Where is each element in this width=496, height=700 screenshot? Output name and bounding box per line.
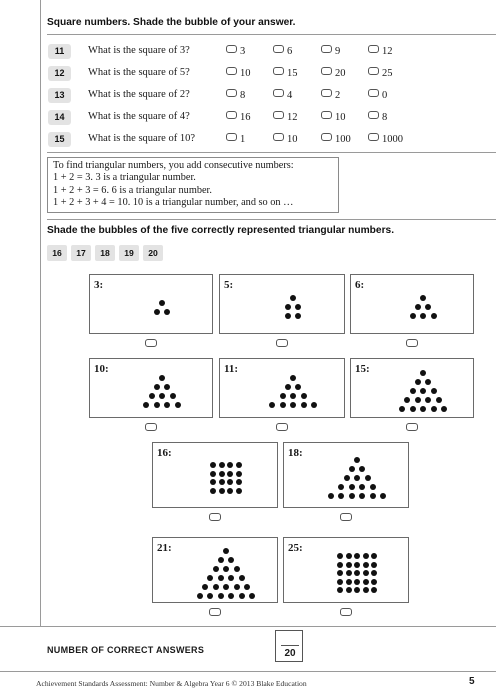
pattern-dot (280, 393, 286, 399)
pattern-dot (227, 462, 233, 468)
pattern-dot (236, 488, 242, 494)
pattern-dot (425, 379, 431, 385)
pattern-dot (210, 488, 216, 494)
pattern-dot (354, 570, 360, 576)
pattern-dot (425, 397, 431, 403)
pattern-dot (219, 462, 225, 468)
pattern-dot (363, 579, 369, 585)
pattern-dot (370, 493, 376, 499)
pattern-dot (349, 484, 355, 490)
answer-bubble[interactable] (368, 133, 379, 141)
pattern-dot (404, 397, 410, 403)
question-row (48, 88, 468, 106)
pattern-dot (346, 579, 352, 585)
pattern-dot (280, 402, 286, 408)
answer-bubble[interactable] (321, 111, 332, 119)
question-row (48, 44, 468, 62)
pattern-dot (154, 402, 160, 408)
pattern-dot (295, 313, 301, 319)
dot-pattern-card (283, 442, 409, 508)
answer-option[interactable]: 6 (273, 45, 292, 57)
pattern-dot (290, 393, 296, 399)
answer-bubble[interactable] (273, 67, 284, 75)
card-number-label: 3: (94, 279, 104, 291)
answer-bubble[interactable] (226, 111, 237, 119)
left-margin-rule (40, 0, 41, 626)
pattern-dot (219, 488, 225, 494)
pattern-dot (354, 587, 360, 593)
pattern-dot (346, 562, 352, 568)
pattern-dot (415, 379, 421, 385)
pattern-dot (234, 566, 240, 572)
pattern-dot (337, 553, 343, 559)
question-number: 14 (48, 110, 71, 125)
pattern-dot (365, 475, 371, 481)
answer-bubble[interactable] (321, 89, 332, 97)
pattern-dot (236, 471, 242, 477)
pattern-dot (223, 584, 229, 590)
question-number: 13 (48, 88, 71, 103)
dot-pattern-card (219, 358, 345, 418)
question-tab: 20 (143, 245, 163, 261)
answer-option[interactable]: 2 (321, 89, 340, 101)
card-number-label: 11: (224, 363, 239, 375)
pattern-dot (239, 593, 245, 599)
square-numbers-heading: Square numbers. Shade the bubble of your answer. (47, 17, 296, 28)
answer-option[interactable]: 0 (368, 89, 387, 101)
pattern-dot (441, 406, 447, 412)
pattern-dot (301, 393, 307, 399)
answer-option[interactable]: 10 (226, 67, 251, 79)
pattern-dot (371, 562, 377, 568)
pattern-dot (239, 575, 245, 581)
pattern-dot (363, 553, 369, 559)
pattern-dot (159, 393, 165, 399)
card-number-label: 5: (224, 279, 234, 291)
question-row (48, 66, 468, 84)
answer-option[interactable]: 15 (273, 67, 298, 79)
pattern-dot (227, 471, 233, 477)
answer-option[interactable]: 1000 (368, 133, 403, 145)
pattern-dot (338, 493, 344, 499)
dot-pattern-card (152, 442, 278, 508)
dot-pattern-card (219, 274, 345, 334)
pattern-dot (371, 579, 377, 585)
answer-option[interactable]: 1 (226, 133, 245, 145)
pattern-dot (228, 557, 234, 563)
pattern-dot (346, 587, 352, 593)
pattern-dot (219, 479, 225, 485)
pattern-dot (354, 579, 360, 585)
answer-bubble[interactable] (226, 67, 237, 75)
score-total: 20 (284, 648, 296, 659)
answer-bubble[interactable] (340, 513, 352, 521)
section-divider (47, 152, 496, 153)
pattern-dot (213, 566, 219, 572)
page-number: 5 (469, 676, 475, 687)
question-tab: 17 (71, 245, 91, 261)
answer-option[interactable]: 100 (321, 133, 351, 145)
credit-divider (0, 671, 496, 672)
pattern-dot (420, 388, 426, 394)
pattern-dot (354, 457, 360, 463)
answer-bubble[interactable] (340, 608, 352, 616)
answer-bubble[interactable] (276, 423, 288, 431)
answer-bubble[interactable] (368, 67, 379, 75)
answer-option[interactable]: 8 (368, 111, 387, 123)
pattern-dot (363, 562, 369, 568)
answer-bubble[interactable] (209, 513, 221, 521)
pattern-dot (170, 393, 176, 399)
pattern-dot (164, 309, 170, 315)
pattern-dot (338, 484, 344, 490)
triangular-info-box (47, 157, 339, 213)
pattern-dot (285, 304, 291, 310)
pattern-dot (236, 479, 242, 485)
pattern-dot (290, 295, 296, 301)
answer-bubble[interactable] (406, 339, 418, 347)
pattern-dot (210, 471, 216, 477)
answer-bubble[interactable] (226, 133, 237, 141)
pattern-dot (154, 309, 160, 315)
score-label: NUMBER OF CORRECT ANSWERS (47, 645, 205, 655)
answer-option[interactable]: 25 (368, 67, 393, 79)
dot-pattern-card (89, 274, 213, 334)
pattern-dot (354, 553, 360, 559)
answer-option[interactable]: 4 (273, 89, 292, 101)
answer-bubble[interactable] (321, 67, 332, 75)
answer-bubble[interactable] (368, 45, 379, 53)
pattern-dot (249, 593, 255, 599)
pattern-dot (295, 384, 301, 390)
pattern-dot (420, 295, 426, 301)
answer-bubble[interactable] (321, 133, 332, 141)
pattern-dot (269, 402, 275, 408)
answer-option[interactable]: 8 (226, 89, 245, 101)
dot-pattern-card (350, 274, 474, 334)
question-text: What is the square of 4? (88, 111, 190, 122)
answer-bubble[interactable] (276, 339, 288, 347)
pattern-dot (210, 479, 216, 485)
pattern-dot (227, 479, 233, 485)
pattern-dot (228, 575, 234, 581)
pattern-dot (207, 575, 213, 581)
pattern-dot (337, 562, 343, 568)
pattern-dot (371, 587, 377, 593)
pattern-dot (436, 397, 442, 403)
pattern-dot (223, 566, 229, 572)
pattern-dot (164, 384, 170, 390)
pattern-dot (285, 384, 291, 390)
pattern-dot (295, 304, 301, 310)
info-line: To find triangular numbers, you add consecutive numbers: (53, 160, 294, 171)
pattern-dot (210, 462, 216, 468)
pattern-dot (290, 402, 296, 408)
pattern-dot (346, 570, 352, 576)
answer-bubble[interactable] (273, 133, 284, 141)
answer-bubble[interactable] (368, 89, 379, 97)
pattern-dot (354, 562, 360, 568)
card-number-label: 16: (157, 447, 172, 459)
answer-option[interactable]: 9 (321, 45, 340, 57)
pattern-dot (399, 406, 405, 412)
answer-bubble[interactable] (273, 45, 284, 53)
answer-option[interactable]: 10 (321, 111, 346, 123)
heading-divider (47, 34, 496, 35)
answer-bubble[interactable] (145, 339, 157, 347)
pattern-dot (420, 406, 426, 412)
answer-bubble[interactable] (273, 89, 284, 97)
answer-option[interactable]: 12 (273, 111, 298, 123)
pattern-dot (218, 593, 224, 599)
pattern-dot (301, 402, 307, 408)
question-tab: 16 (47, 245, 67, 261)
pattern-dot (159, 375, 165, 381)
pattern-dot (290, 375, 296, 381)
answer-option[interactable]: 16 (226, 111, 251, 123)
pattern-dot (359, 493, 365, 499)
pattern-dot (228, 593, 234, 599)
pattern-dot (410, 406, 416, 412)
card-number-label: 15: (355, 363, 370, 375)
question-text: What is the square of 10? (88, 133, 196, 144)
pattern-dot (236, 462, 242, 468)
answer-option[interactable]: 10 (273, 133, 298, 145)
pattern-dot (359, 484, 365, 490)
question-row (48, 110, 468, 128)
card-number-label: 25: (288, 542, 303, 554)
pattern-dot (371, 570, 377, 576)
pattern-dot (346, 553, 352, 559)
answer-bubble[interactable] (226, 89, 237, 97)
answer-bubble[interactable] (226, 45, 237, 53)
question-row (48, 132, 468, 150)
dot-pattern-card (350, 358, 474, 418)
pattern-dot (218, 557, 224, 563)
pattern-dot (219, 471, 225, 477)
pattern-dot (207, 593, 213, 599)
copyright-credit: Achievement Standards Assessment: Number & Algebra Year 6 © 2013 Blake Education (36, 679, 307, 688)
answer-bubble[interactable] (209, 608, 221, 616)
pattern-dot (143, 402, 149, 408)
pattern-dot (349, 466, 355, 472)
section-divider (47, 219, 496, 220)
question-text: What is the square of 5? (88, 67, 190, 78)
pattern-dot (363, 587, 369, 593)
footer-divider (0, 626, 496, 627)
answer-option[interactable]: 12 (368, 45, 393, 57)
pattern-dot (354, 475, 360, 481)
pattern-dot (371, 553, 377, 559)
answer-bubble[interactable] (145, 423, 157, 431)
question-number: 12 (48, 66, 71, 81)
dot-pattern-card (283, 537, 409, 603)
answer-bubble[interactable] (273, 111, 284, 119)
info-line: 1 + 2 = 3. 3 is a triangular number. (53, 172, 196, 184)
triangular-heading: Shade the bubbles of the five correctly represented triangular numbers. (47, 225, 395, 236)
pattern-dot (197, 593, 203, 599)
pattern-dot (349, 493, 355, 499)
question-text: What is the square of 3? (88, 45, 190, 56)
pattern-dot (380, 493, 386, 499)
pattern-dot (164, 402, 170, 408)
question-tab: 18 (95, 245, 115, 261)
question-number: 15 (48, 132, 71, 147)
pattern-dot (415, 397, 421, 403)
pattern-dot (431, 313, 437, 319)
pattern-dot (410, 313, 416, 319)
answer-option[interactable]: 3 (226, 45, 245, 57)
pattern-dot (337, 570, 343, 576)
dot-pattern-card (89, 358, 213, 418)
pattern-dot (370, 484, 376, 490)
pattern-dot (415, 304, 421, 310)
pattern-dot (420, 313, 426, 319)
info-line: 1 + 2 + 3 + 4 = 10. 10 is a triangular number, and so on … (53, 197, 294, 209)
pattern-dot (202, 584, 208, 590)
pattern-dot (149, 393, 155, 399)
pattern-dot (344, 475, 350, 481)
pattern-dot (431, 406, 437, 412)
card-number-label: 21: (157, 542, 172, 554)
pattern-dot (431, 388, 437, 394)
pattern-dot (337, 587, 343, 593)
pattern-dot (154, 384, 160, 390)
question-tab: 19 (119, 245, 139, 261)
question-text: What is the square of 2? (88, 89, 190, 100)
card-number-label: 10: (94, 363, 109, 375)
pattern-dot (328, 493, 334, 499)
score-box[interactable] (275, 630, 303, 662)
answer-bubble[interactable] (321, 45, 332, 53)
pattern-dot (213, 584, 219, 590)
answer-bubble[interactable] (406, 423, 418, 431)
dot-pattern-card (152, 537, 278, 603)
pattern-dot (234, 584, 240, 590)
card-number-label: 6: (355, 279, 365, 291)
pattern-dot (175, 402, 181, 408)
pattern-dot (337, 579, 343, 585)
answer-bubble[interactable] (368, 111, 379, 119)
pattern-dot (218, 575, 224, 581)
question-number: 11 (48, 44, 71, 59)
pattern-dot (363, 570, 369, 576)
answer-option[interactable]: 20 (321, 67, 346, 79)
info-line: 1 + 2 + 3 = 6. 6 is a triangular number. (53, 184, 212, 196)
pattern-dot (223, 548, 229, 554)
pattern-dot (311, 402, 317, 408)
card-number-label: 18: (288, 447, 303, 459)
pattern-dot (159, 300, 165, 306)
pattern-dot (244, 584, 250, 590)
pattern-dot (425, 304, 431, 310)
score-entry-line (281, 645, 299, 646)
pattern-dot (410, 388, 416, 394)
pattern-dot (285, 313, 291, 319)
pattern-dot (359, 466, 365, 472)
pattern-dot (227, 488, 233, 494)
pattern-dot (420, 370, 426, 376)
